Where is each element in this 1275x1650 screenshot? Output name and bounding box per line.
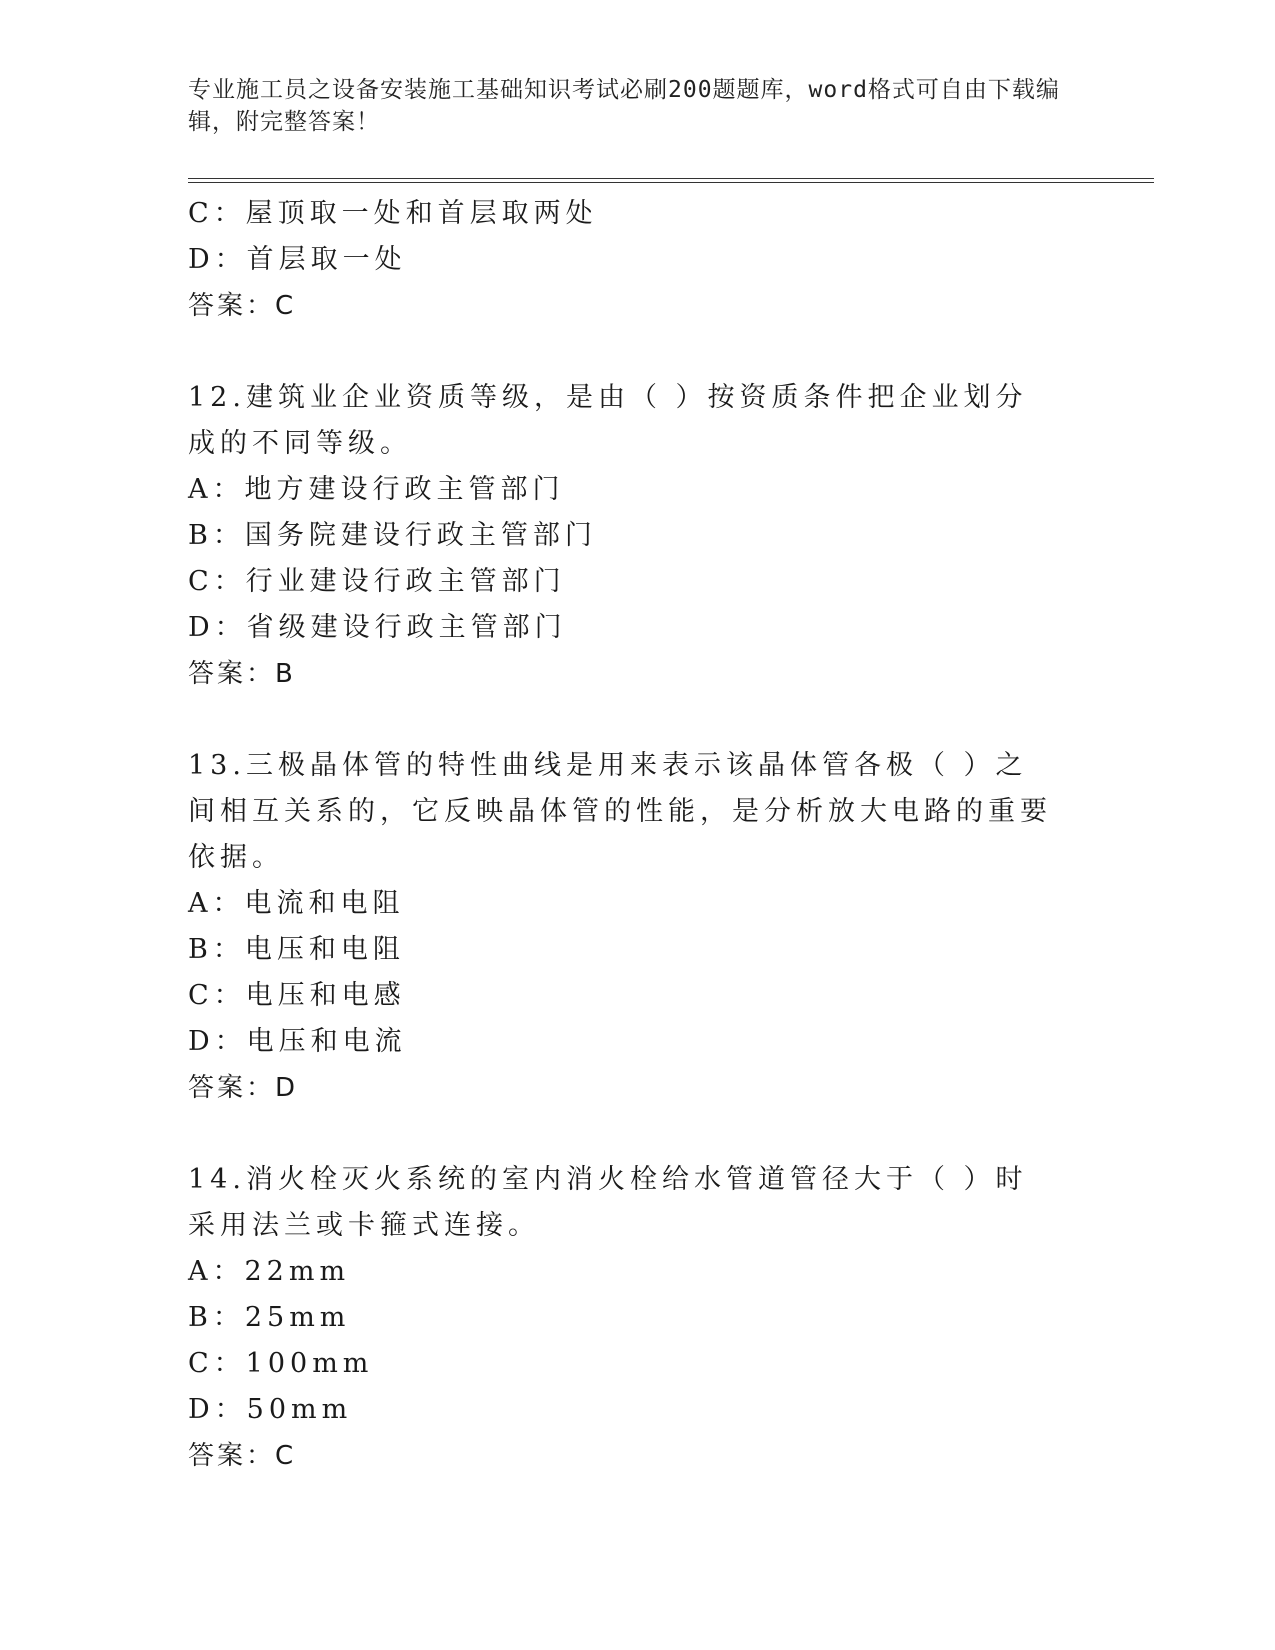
question-list: [188, 191, 1068, 1479]
option-b: B：国务院建设行政主管部门: [188, 520, 597, 551]
option-a: A：电流和电阻: [188, 888, 405, 919]
question-11: [188, 191, 1068, 329]
option-a: A：22mm: [188, 1256, 351, 1287]
question-12: [188, 375, 1068, 697]
option-c: C：电压和电感: [188, 980, 406, 1011]
option-d: D：省级建设行政主管部门: [188, 612, 567, 643]
answer: 答案：C: [188, 291, 297, 321]
option-d: D：电压和电流: [188, 1026, 407, 1057]
option-d: D：首层取一处: [188, 244, 407, 275]
option-a: A：地方建设行政主管部门: [188, 474, 565, 505]
question-stem: 14.消火栓灭火系统的室内消火栓给水管道管径大于（ ）时采用法兰或卡箍式连接。: [188, 1164, 1028, 1241]
option-c: C：屋顶取一处和首层取两处: [188, 198, 598, 229]
question-stem: 12.建筑业企业资质等级，是由（ ）按资质条件把企业划分成的不同等级。: [188, 382, 1028, 459]
header-divider: [188, 178, 1154, 183]
document-header: 专业施工员之设备安装施工基础知识考试必刷200题题库，word格式可自由下载编辑，附完整答案！: [188, 77, 1060, 135]
question-13: [188, 743, 1068, 1111]
document-page: [188, 0, 1154, 1650]
option-b: B：25mm: [188, 1302, 351, 1333]
question-stem: 13.三极晶体管的特性曲线是用来表示该晶体管各极（ ）之间相互关系的，它反映晶体管的性能，是分析放大电路的重要依据。: [188, 750, 1052, 873]
answer: 答案：D: [188, 1073, 299, 1103]
option-b: B：电压和电阻: [188, 934, 405, 965]
answer: 答案：B: [188, 659, 296, 689]
question-14: [188, 1157, 1068, 1479]
option-c: C：100mm: [188, 1348, 374, 1379]
option-d: D：50mm: [188, 1394, 353, 1425]
option-c: C：行业建设行政主管部门: [188, 566, 566, 597]
answer: 答案：C: [188, 1441, 297, 1471]
